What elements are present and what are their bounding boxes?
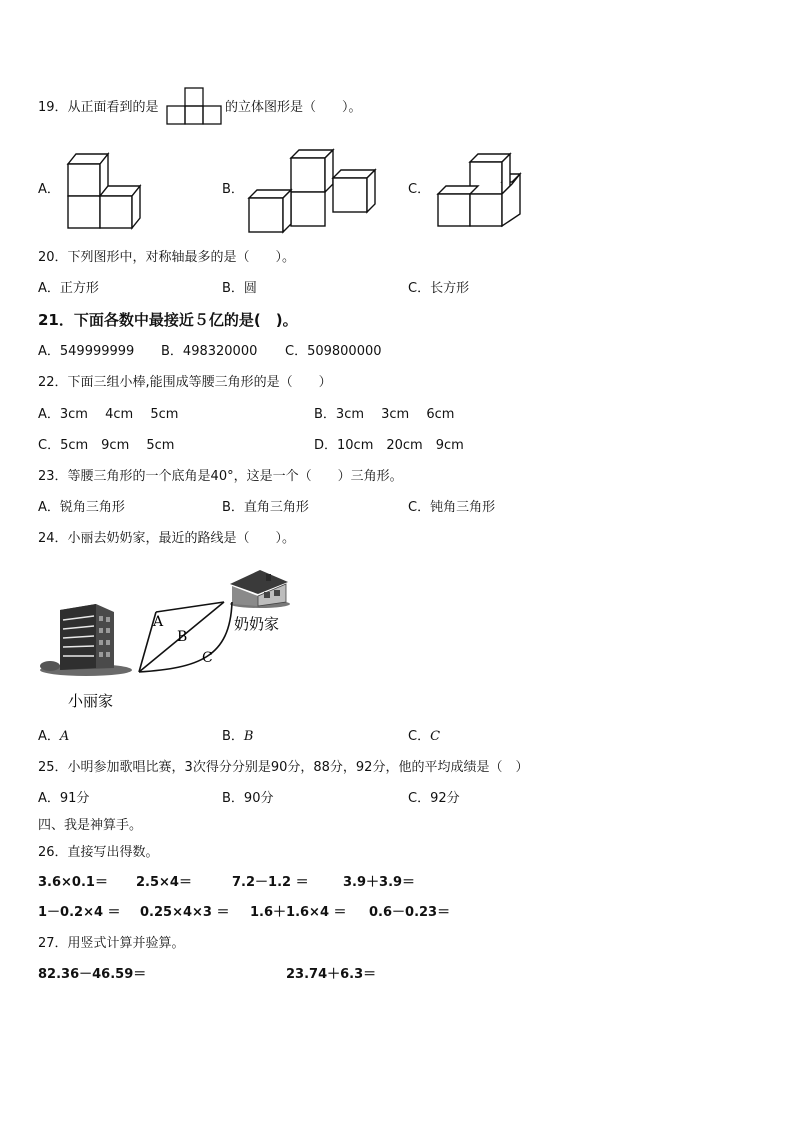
q26-item-4: 3.9＋3.9＝: [343, 875, 416, 890]
q26-item-1: 3.6×0.1＝: [38, 875, 108, 890]
q20-option-c: C．长方形: [408, 281, 470, 296]
q20-option-b: B．圆: [222, 281, 257, 296]
q23-stem: 23．等腰三角形的一个底角是40°，这是一个（ ）三角形。: [38, 469, 403, 484]
q19-option-b-label: B．: [222, 182, 244, 197]
q19-stem-prefix: 19．从正面看到的是: [38, 100, 159, 115]
q24-option-a-letter: A: [59, 729, 70, 744]
q27-item-1: 82.36－46.59＝: [38, 967, 147, 982]
q20-option-a: A．正方形: [38, 281, 99, 296]
q21-stem: 21．下面各数中最接近５亿的是( )。: [38, 311, 298, 329]
q26-item-7: 1.6＋1.6×4 ＝: [250, 905, 347, 920]
q24-option-b: [222, 729, 253, 745]
q26-item-5: 1－0.2×4 ＝: [38, 905, 121, 920]
q25-option-a: A．91分: [38, 791, 90, 806]
q23-option-b: B．直角三角形: [222, 500, 309, 515]
q22-option-a: A．3cm 4cm 5cm: [38, 407, 179, 422]
q19-option-a-figure: [62, 150, 146, 230]
q24-option-c-letter: C: [430, 729, 441, 744]
q24-option-a-prefix: A．: [38, 729, 60, 744]
q25-option-b: B．90分: [222, 791, 274, 806]
q26-item-2: 2.5×4＝: [136, 875, 192, 890]
q24-route-figure: [38, 566, 298, 716]
q20-stem: 20．下列图形中，对称轴最多的是（ ）。: [38, 250, 296, 265]
q22-option-c: C．5cm 9cm 5cm: [38, 438, 175, 453]
q22-option-d: D．10cm 20cm 9cm: [314, 438, 464, 453]
q24-option-a: [38, 729, 69, 745]
route-c-label: C: [202, 650, 213, 666]
q24-stem: 24．小丽去奶奶家，最近的路线是（ ）。: [38, 531, 296, 546]
q24-option-c-prefix: C．: [408, 729, 431, 744]
q27-item-2: 23.74＋6.3＝: [286, 967, 377, 982]
q25-stem: 25．小明参加歌唱比赛，3次得分分别是90分，88分，92分，他的平均成绩是（ ）: [38, 760, 529, 775]
q19-option-b-figure: [247, 148, 379, 236]
q24-option-b-prefix: B．: [222, 729, 244, 744]
q19-front-view-figure: [166, 87, 222, 127]
q19-stem-suffix: 的立体图形是（ ）。: [225, 100, 362, 115]
q24-option-b-letter: B: [243, 729, 254, 744]
q26-stem: 26．直接写出得数。: [38, 845, 159, 860]
q24-option-c: [408, 729, 440, 745]
section-four-heading: 四、我是神算手。: [38, 818, 143, 833]
route-a-label: A: [153, 614, 164, 630]
q22-option-b: B．3cm 3cm 6cm: [314, 407, 455, 422]
q19-option-c-figure: [434, 150, 530, 230]
q26-item-3: 7.2－1.2 ＝: [232, 875, 309, 890]
q21-option-b: B．498320000: [161, 344, 258, 359]
q21-option-a: A．549999999: [38, 344, 135, 359]
route-b-label: B: [177, 629, 188, 645]
q27-stem: 27．用竖式计算并验算。: [38, 936, 185, 951]
grandma-home-label: 奶奶家: [234, 615, 280, 633]
q26-item-8: 0.6－0.23＝: [369, 905, 451, 920]
grandma-house-icon: [230, 570, 290, 608]
q19-option-c-label: C．: [408, 182, 431, 197]
q21-option-c: C．509800000: [285, 344, 382, 359]
q23-option-c: C．钝角三角形: [408, 500, 496, 515]
q26-item-6: 0.25×4×3 ＝: [140, 905, 230, 920]
q23-option-a: A．锐角三角形: [38, 500, 125, 515]
q22-stem: 22．下面三组小棒,能围成等腰三角形的是（ ）: [38, 375, 332, 390]
apartment-building-icon: [40, 604, 132, 676]
xiaoli-home-label: 小丽家: [68, 692, 114, 710]
q19-option-a-label: A．: [38, 182, 60, 197]
q25-option-c: C．92分: [408, 791, 460, 806]
